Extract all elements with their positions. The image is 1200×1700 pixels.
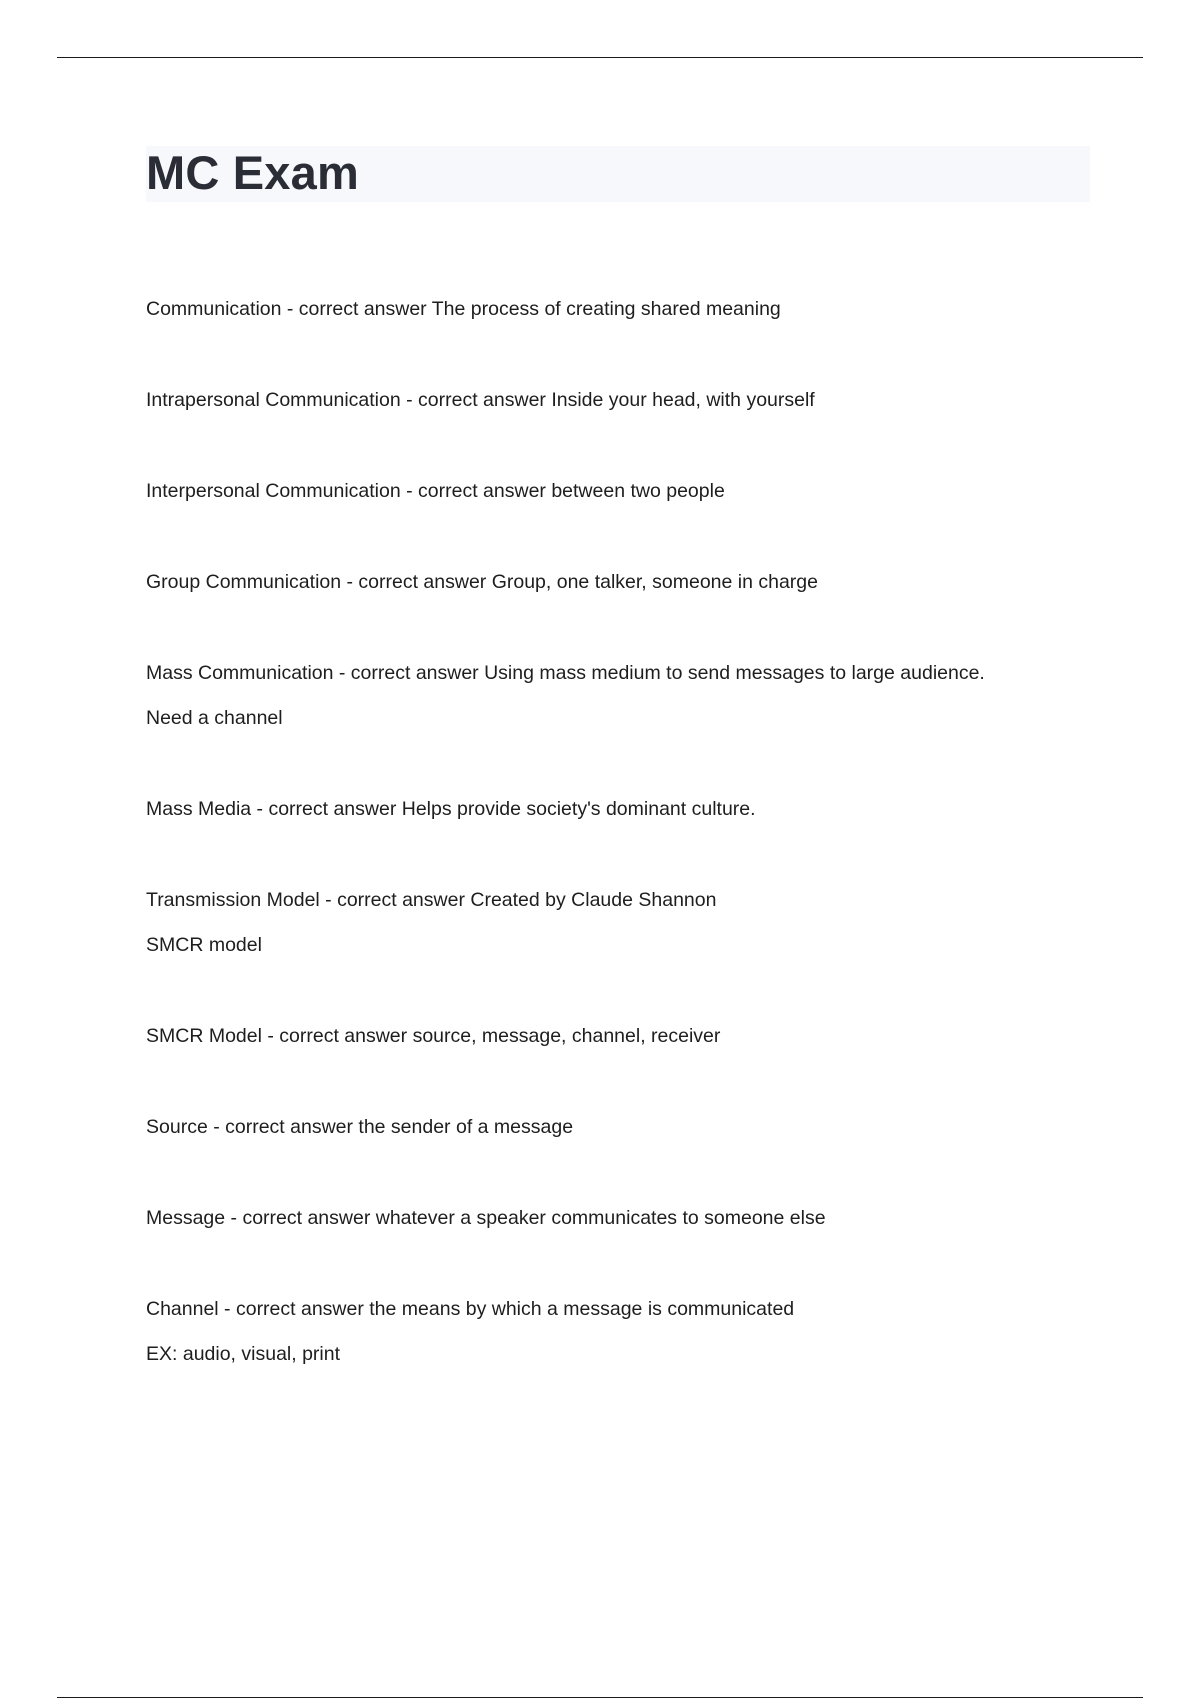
bottom-divider [57, 1697, 1143, 1698]
qa-entry [146, 1287, 1106, 1377]
qa-line: Mass Communication - correct answer Using mass medium to send messages to large audience. [146, 662, 985, 684]
qa-entry [146, 1196, 1106, 1241]
qa-entry [146, 651, 1106, 741]
qa-line: SMCR Model - correct answer source, message, channel, receiver [146, 1025, 721, 1047]
qa-entry [146, 560, 1106, 605]
qa-line: Transmission Model - correct answer Created by Claude Shannon [146, 889, 717, 911]
qa-line: Source - correct answer the sender of a message [146, 1116, 574, 1138]
qa-entry [146, 1105, 1106, 1150]
qa-line: Message - correct answer whatever a speaker communicates to someone else [146, 1207, 826, 1229]
qa-entry [146, 378, 1106, 423]
qa-entry [146, 878, 1106, 968]
qa-line: Intrapersonal Communication - correct answer Inside your head, with yourself [146, 389, 815, 411]
qa-line: Mass Media - correct answer Helps provide society's dominant culture. [146, 798, 756, 820]
qa-list [146, 287, 1106, 1423]
qa-entry [146, 1014, 1106, 1059]
qa-line: SMCR model [146, 934, 262, 956]
top-divider [57, 57, 1143, 58]
page-title: MC Exam [146, 146, 359, 199]
qa-line: EX: audio, visual, print [146, 1343, 341, 1365]
qa-line: Need a channel [146, 707, 283, 729]
qa-entry [146, 287, 1106, 332]
qa-line: Group Communication - correct answer Group, one talker, someone in charge [146, 571, 818, 593]
qa-entry [146, 787, 1106, 832]
qa-line: Channel - correct answer the means by which a message is communicated [146, 1298, 795, 1320]
qa-line: Communication - correct answer The process of creating shared meaning [146, 298, 781, 320]
qa-entry [146, 469, 1106, 514]
qa-line: Interpersonal Communication - correct answer between two people [146, 480, 725, 502]
